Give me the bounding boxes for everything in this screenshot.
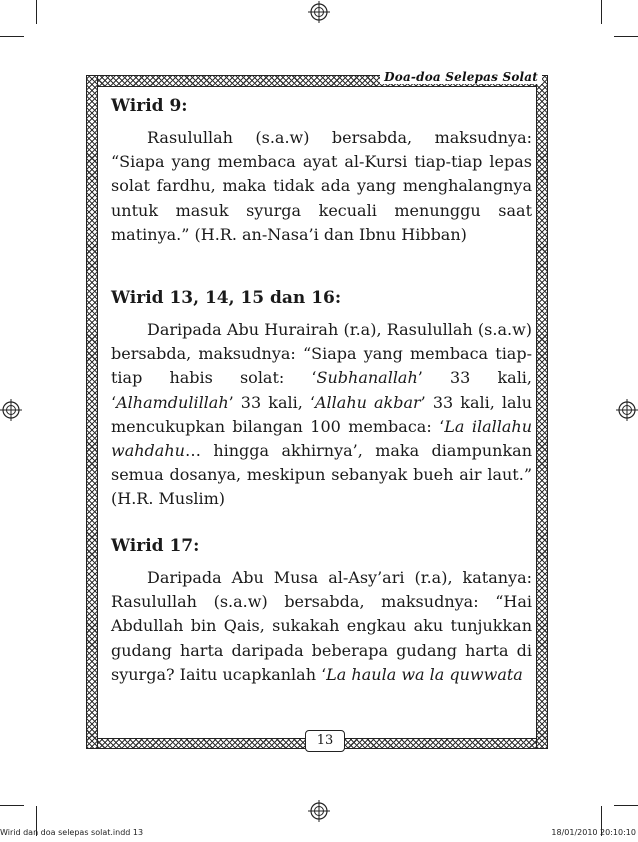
section-wirid-9 bbox=[111, 94, 532, 247]
crop-mark-icon bbox=[0, 805, 24, 806]
body-text: ’ 33 kali, lalu mencukupkan bilangan 100 membaca: ‘ bbox=[111, 392, 533, 436]
body-text: Daripada Abu Musa al-Asy’ari (r.a), katanya: Rasulullah (s.a.w) bersabda, maksudnya: “Hai Abdullah bin Qais, sukakah engkau aku tunjukkan gudang harta daripada beberapa gudang harta di syurga? Iaitu ucapkanlah ‘ bbox=[111, 568, 532, 684]
section-heading: Wirid 9: bbox=[111, 96, 188, 116]
italic-term: Subhanallah bbox=[316, 368, 418, 388]
section-heading: Wirid 17: bbox=[111, 536, 200, 556]
crop-mark-icon bbox=[601, 0, 602, 24]
body-text: … hingga akhirnya’, maka diampunkan semua dosanya, meskipun sebanyak bueh air laut.” (H.R. Muslim) bbox=[111, 441, 532, 509]
crop-mark-icon bbox=[614, 805, 638, 806]
registration-mark-icon bbox=[0, 399, 22, 421]
body-text: Daripada Abu Hurairah (r.a), Rasulullah (s.a.w) bersabda, maksudnya: “Siapa yang membaca tiap-tiap habis solat: ‘ bbox=[111, 320, 532, 388]
print-slug-right: 18/01/2010 20:10:10 bbox=[551, 828, 636, 837]
italic-term: Allahu akbar bbox=[314, 392, 421, 412]
section-body bbox=[111, 318, 532, 512]
registration-mark-icon bbox=[308, 800, 330, 822]
decorative-border-right bbox=[536, 75, 548, 749]
section-wirid-13-16 bbox=[111, 286, 532, 512]
section-body bbox=[111, 566, 532, 687]
crop-mark-icon bbox=[614, 36, 638, 37]
page-number: 13 bbox=[305, 730, 345, 752]
italic-term: La ilallahu wahdahu bbox=[111, 416, 533, 461]
section-heading: Wirid 13, 14, 15 dan 16: bbox=[111, 288, 342, 308]
decorative-border-left bbox=[86, 75, 98, 749]
crop-mark-icon bbox=[36, 0, 37, 24]
registration-mark-icon bbox=[308, 1, 330, 23]
section-body: Rasulullah (s.a.w) bersabda, maksudnya: “Siapa yang membaca ayat al-Kursi tiap-tiap lepas solat fardhu, maka tidak ada yang menghalangnya untuk masuk syurga kecuali menunggu saat matinya.” (H.R. an-Nasa’i dan Ibnu Hibban) bbox=[111, 128, 532, 244]
italic-term: La haula wa la quwwata bbox=[326, 664, 523, 684]
italic-term: Alhamdulillah bbox=[116, 392, 229, 412]
registration-mark-icon bbox=[616, 399, 638, 421]
print-slug-left: Wirid dan doa selepas solat.indd 13 bbox=[0, 828, 144, 837]
crop-mark-icon bbox=[0, 36, 24, 37]
body-text: ’ 33 kali, ‘ bbox=[111, 368, 533, 412]
section-wirid-17 bbox=[111, 534, 532, 687]
body-text: ’ 33 kali, ‘ bbox=[228, 392, 315, 412]
running-header: Doa-doa Selepas Solat bbox=[380, 70, 542, 84]
